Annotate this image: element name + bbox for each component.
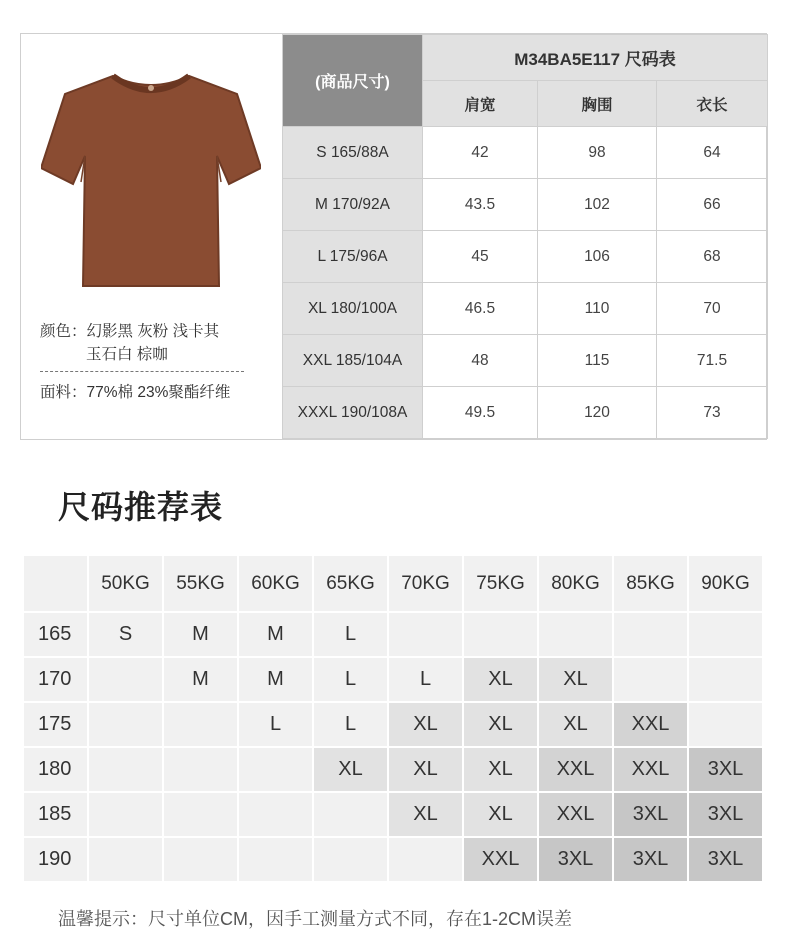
size-recommend-cell: 3XL bbox=[689, 793, 762, 836]
size-recommend-cell bbox=[314, 838, 387, 881]
height-row bbox=[24, 613, 762, 656]
product-panel bbox=[21, 34, 283, 439]
weight-header: 80KG bbox=[539, 556, 612, 611]
height-row bbox=[24, 793, 762, 836]
measure-cell: 106 bbox=[538, 231, 657, 283]
height-row bbox=[24, 703, 762, 746]
size-recommend-cell: L bbox=[314, 658, 387, 701]
size-recommend-cell bbox=[689, 613, 762, 656]
size-recommend-cell: XXL bbox=[464, 838, 537, 881]
spec-table-title: M34BA5E117 尺码表 bbox=[423, 35, 768, 81]
size-recommend-cell: M bbox=[239, 658, 312, 701]
size-recommend-cell: XL bbox=[389, 793, 462, 836]
spec-row bbox=[283, 335, 768, 387]
size-recommend-cell bbox=[539, 613, 612, 656]
color-options-continued: 玉石白 棕咖 bbox=[86, 346, 168, 363]
weight-header: 75KG bbox=[464, 556, 537, 611]
size-recommend-cell bbox=[239, 838, 312, 881]
size-recommend-cell: XXL bbox=[539, 748, 612, 791]
size-recommend-cell bbox=[689, 703, 762, 746]
spec-row bbox=[283, 231, 768, 283]
size-recommend-cell: M bbox=[239, 613, 312, 656]
size-recommend-cell: XL bbox=[539, 703, 612, 746]
measure-cell: 98 bbox=[538, 127, 657, 179]
size-cell: S 165/88A bbox=[283, 127, 423, 179]
size-recommend-cell bbox=[389, 838, 462, 881]
size-recommend-cell bbox=[89, 658, 162, 701]
height-label: 175 bbox=[24, 703, 87, 746]
measure-cell: 46.5 bbox=[423, 283, 538, 335]
size-recommend-cell bbox=[89, 793, 162, 836]
measure-cell: 42 bbox=[423, 127, 538, 179]
size-recommend-cell bbox=[239, 793, 312, 836]
size-recommend-cell bbox=[464, 613, 537, 656]
spec-row bbox=[283, 283, 768, 335]
measure-cell: 68 bbox=[657, 231, 768, 283]
spec-row bbox=[283, 387, 768, 439]
size-recommend-cell bbox=[89, 748, 162, 791]
height-label: 190 bbox=[24, 838, 87, 881]
size-recommend-cell: M bbox=[164, 658, 237, 701]
weight-header: 90KG bbox=[689, 556, 762, 611]
size-spec-table bbox=[282, 34, 768, 439]
measure-cell: 64 bbox=[657, 127, 768, 179]
height-row bbox=[24, 658, 762, 701]
height-row bbox=[24, 748, 762, 791]
size-cell: XXL 185/104A bbox=[283, 335, 423, 387]
size-recommend-cell bbox=[89, 838, 162, 881]
column-header-chest: 胸围 bbox=[538, 81, 657, 127]
size-recommend-cell: L bbox=[314, 613, 387, 656]
height-row bbox=[24, 838, 762, 881]
height-label: 170 bbox=[24, 658, 87, 701]
size-recommend-cell: XL bbox=[464, 748, 537, 791]
measure-cell: 45 bbox=[423, 231, 538, 283]
size-recommend-cell: XL bbox=[464, 793, 537, 836]
size-recommend-cell bbox=[164, 703, 237, 746]
size-recommend-cell: XL bbox=[464, 703, 537, 746]
size-column-header: (商品尺寸) bbox=[283, 35, 423, 127]
size-recommend-cell: 3XL bbox=[539, 838, 612, 881]
size-recommend-cell: XL bbox=[464, 658, 537, 701]
measure-cell: 102 bbox=[538, 179, 657, 231]
size-cell: XL 180/100A bbox=[283, 283, 423, 335]
size-recommend-cell: 3XL bbox=[614, 838, 687, 881]
size-recommend-cell: XL bbox=[389, 703, 462, 746]
corner-cell bbox=[24, 556, 87, 611]
column-header-shoulder: 肩宽 bbox=[423, 81, 538, 127]
measure-cell: 66 bbox=[657, 179, 768, 231]
size-recommend-cell: XXL bbox=[614, 703, 687, 746]
size-recommend-cell: L bbox=[389, 658, 462, 701]
measure-cell: 49.5 bbox=[423, 387, 538, 439]
measure-cell: 115 bbox=[538, 335, 657, 387]
size-recommend-cell: XXL bbox=[614, 748, 687, 791]
size-recommend-cell: M bbox=[164, 613, 237, 656]
size-recommend-cell: 3XL bbox=[614, 793, 687, 836]
measure-cell: 43.5 bbox=[423, 179, 538, 231]
measure-cell: 71.5 bbox=[657, 335, 768, 387]
measure-cell: 48 bbox=[423, 335, 538, 387]
size-recommend-cell: L bbox=[239, 703, 312, 746]
weight-header: 60KG bbox=[239, 556, 312, 611]
measure-cell: 120 bbox=[538, 387, 657, 439]
height-label: 180 bbox=[24, 748, 87, 791]
fabric-composition: 面料：77%棉 23%聚酯纤维 bbox=[40, 384, 231, 401]
weight-header: 55KG bbox=[164, 556, 237, 611]
measure-cell: 70 bbox=[657, 283, 768, 335]
size-recommend-cell bbox=[614, 613, 687, 656]
size-recommend-cell bbox=[164, 793, 237, 836]
size-recommend-cell bbox=[239, 748, 312, 791]
size-recommend-cell: 3XL bbox=[689, 838, 762, 881]
size-spec-panel bbox=[20, 33, 767, 440]
column-header-length: 衣长 bbox=[657, 81, 768, 127]
measure-cell: 73 bbox=[657, 387, 768, 439]
spec-row bbox=[283, 127, 768, 179]
size-recommend-cell bbox=[164, 838, 237, 881]
size-cell: M 170/92A bbox=[283, 179, 423, 231]
size-recommend-cell bbox=[314, 793, 387, 836]
size-recommend-cell bbox=[89, 703, 162, 746]
size-recommend-cell bbox=[689, 658, 762, 701]
weight-header-row bbox=[24, 556, 762, 611]
spec-row bbox=[283, 179, 768, 231]
recommend-title: 尺码推荐表 bbox=[58, 489, 224, 525]
size-recommend-cell: XL bbox=[389, 748, 462, 791]
size-recommend-cell: L bbox=[314, 703, 387, 746]
size-recommend-cell bbox=[614, 658, 687, 701]
measure-cell: 110 bbox=[538, 283, 657, 335]
size-recommend-cell bbox=[389, 613, 462, 656]
height-label: 185 bbox=[24, 793, 87, 836]
size-recommend-cell: XL bbox=[539, 658, 612, 701]
size-cell: L 175/96A bbox=[283, 231, 423, 283]
size-recommend-cell: S bbox=[89, 613, 162, 656]
weight-header: 65KG bbox=[314, 556, 387, 611]
size-recommend-cell: XL bbox=[314, 748, 387, 791]
size-cell: XXXL 190/108A bbox=[283, 387, 423, 439]
size-recommend-cell: XXL bbox=[539, 793, 612, 836]
weight-header: 85KG bbox=[614, 556, 687, 611]
measurement-tip: 温馨提示：尺寸单位CM，因手工测量方式不同，存在1-2CM误差 bbox=[58, 909, 572, 929]
size-recommend-cell bbox=[164, 748, 237, 791]
size-recommend-cell: 3XL bbox=[689, 748, 762, 791]
weight-header: 70KG bbox=[389, 556, 462, 611]
color-options: 颜色：幻影黑 灰粉 浅卡其 bbox=[40, 323, 220, 340]
height-label: 165 bbox=[24, 613, 87, 656]
size-recommend-table bbox=[22, 554, 764, 883]
brown-tshirt-icon bbox=[41, 64, 261, 289]
dashed-divider bbox=[40, 371, 244, 372]
weight-header: 50KG bbox=[89, 556, 162, 611]
